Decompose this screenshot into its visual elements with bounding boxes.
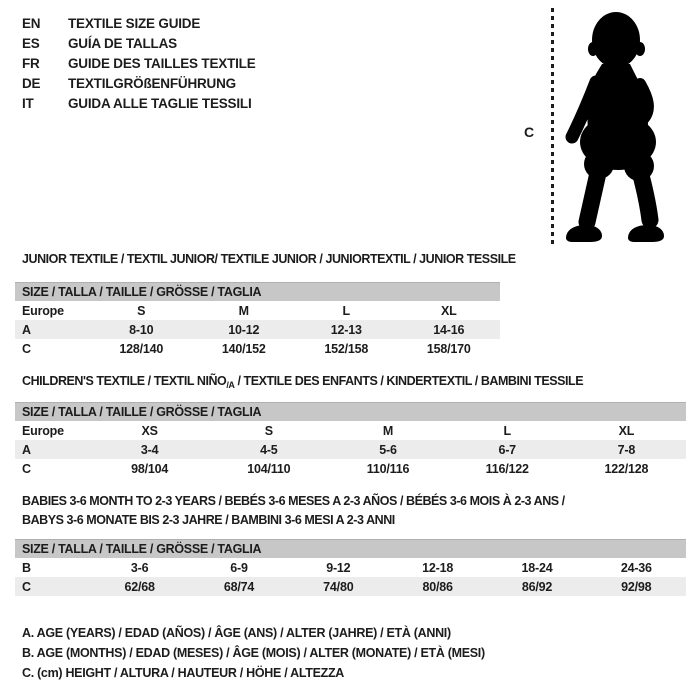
size-value-cell: 3-4 xyxy=(140,442,159,457)
junior-table-title: JUNIOR TEXTILE / TEXTIL JUNIOR/ TEXTILE JUNIOR / JUNIORTEXTIL / JUNIOR TESSILE xyxy=(22,252,516,266)
language-title: GUIDE DES TAILLES TEXTILE xyxy=(68,55,256,71)
size-value-cell: 7-8 xyxy=(617,442,636,457)
size-value-cell: 74/80 xyxy=(323,579,354,594)
row-label: C xyxy=(22,461,31,476)
size-value-cell: 104/110 xyxy=(247,461,291,476)
language-code: ES xyxy=(22,35,40,51)
size-value-cell: 80/86 xyxy=(422,579,453,594)
legend-line-a: A. AGE (YEARS) / EDAD (AÑOS) / ÂGE (ANS) / ALTER (JAHRE) / ETÀ (ANNI) xyxy=(22,626,451,640)
size-value-cell: 62/68 xyxy=(124,579,155,594)
children-title-prefix: CHILDREN'S TEXTILE / TEXTIL NIÑO xyxy=(22,374,227,388)
size-value-cell: 140/152 xyxy=(221,341,266,356)
table-row-europe xyxy=(15,301,500,320)
size-value-cell: 152/158 xyxy=(324,341,369,356)
size-header-label: SIZE / TALLA / TAILLE / GRÖSSE / TAGLIA xyxy=(22,542,262,556)
language-row xyxy=(22,53,256,73)
row-label: B xyxy=(22,560,31,575)
size-value-cell: 9-12 xyxy=(326,560,351,575)
size-value-cell: M xyxy=(238,303,249,318)
language-title: TEXTILE SIZE GUIDE xyxy=(68,15,201,31)
children-table-title xyxy=(22,374,583,390)
size-value-cell: 24-36 xyxy=(620,560,652,575)
size-value-cell: 8-10 xyxy=(129,322,154,337)
size-value-cell: 128/140 xyxy=(119,341,164,356)
size-value-cell: 10-12 xyxy=(228,322,260,337)
size-value-cell: 12-18 xyxy=(422,560,454,575)
size-value-cell: 68/74 xyxy=(223,579,255,594)
table-row-age xyxy=(15,320,500,339)
height-measure-label: C xyxy=(524,124,535,140)
language-title: TEXTILGRÖßENFÜHRUNG xyxy=(68,75,236,91)
table-row-height xyxy=(15,339,500,358)
language-row xyxy=(22,73,256,93)
row-label: C xyxy=(22,341,31,356)
table-row-europe xyxy=(15,421,686,440)
size-value-cell: 18-24 xyxy=(521,560,553,575)
size-header-label: SIZE / TALLA / TAILLE / GRÖSSE / TAGLIA xyxy=(22,285,262,299)
size-value-cell: L xyxy=(503,423,511,438)
size-value-cell: 122/128 xyxy=(604,461,649,476)
language-code: DE xyxy=(22,75,41,91)
size-value-cell: 14-16 xyxy=(433,322,465,337)
size-value-cell: 92/98 xyxy=(621,579,652,594)
babies-table-title-line2: BABYS 3-6 MONATE BIS 2-3 JAHRE / BAMBINI 3-6 MESI A 2-3 ANNI xyxy=(22,513,395,527)
size-value-cell: S xyxy=(137,303,146,318)
legend-line-b: B. AGE (MONTHS) / EDAD (MESES) / ÂGE (MOIS) / ALTER (MONATE) / ETÀ (MESI) xyxy=(22,646,485,660)
size-value-cell: S xyxy=(264,423,273,438)
row-label: Europe xyxy=(22,423,64,438)
children-size-header-bar xyxy=(15,402,686,421)
size-value-cell: 116/122 xyxy=(485,461,529,476)
size-value-cell: M xyxy=(382,423,394,438)
size-value-cell: XS xyxy=(141,423,158,438)
babies-table-title-line1: BABIES 3-6 MONTH TO 2-3 YEARS / BEBÉS 3-6 MESES A 2-3 AÑOS / BÉBÉS 3-6 MOIS À 2-3 ANS / xyxy=(22,494,565,508)
table-row-age-months xyxy=(15,558,686,577)
language-code: FR xyxy=(22,55,40,71)
language-title: GUIDA ALLE TAGLIE TESSILI xyxy=(68,95,252,111)
babies-size-header-bar xyxy=(15,539,686,558)
children-title-subscript: /A xyxy=(226,380,235,390)
baby-silhouette-icon xyxy=(558,6,668,248)
table-row-height xyxy=(15,459,686,478)
size-value-cell: 6-9 xyxy=(230,560,248,575)
size-value-cell: 86/92 xyxy=(521,579,553,594)
table-row-height xyxy=(15,577,686,596)
language-title: GUÍA DE TALLAS xyxy=(68,35,177,51)
children-title-suffix: / TEXTILE DES ENFANTS / KINDERTEXTIL / BAMBINI TESSILE xyxy=(234,374,584,388)
row-label: A xyxy=(22,442,31,457)
size-value-cell: 158/170 xyxy=(426,341,471,356)
size-value-cell: 12-13 xyxy=(330,322,362,337)
size-value-cell: L xyxy=(342,303,350,318)
row-label: C xyxy=(22,579,31,594)
height-measure-line xyxy=(551,8,554,248)
language-row xyxy=(22,13,256,33)
size-value-cell: 5-6 xyxy=(379,442,397,457)
size-value-cell: 98/104 xyxy=(131,461,169,476)
size-value-cell: 4-5 xyxy=(260,442,278,457)
size-value-cell: 6-7 xyxy=(498,442,516,457)
size-value-cell: 3-6 xyxy=(130,560,149,575)
language-row xyxy=(22,93,256,113)
size-value-cell: XL xyxy=(618,423,635,438)
language-list xyxy=(22,13,256,113)
legend-line-c: C. (cm) HEIGHT / ALTURA / HAUTEUR / HÖHE / ALTEZZA xyxy=(22,666,345,680)
row-label: Europe xyxy=(22,303,64,318)
size-header-label: SIZE / TALLA / TAILLE / GRÖSSE / TAGLIA xyxy=(22,405,262,419)
table-row-age xyxy=(15,440,686,459)
language-code: EN xyxy=(22,15,41,31)
language-code: IT xyxy=(22,95,34,111)
size-value-cell: 110/116 xyxy=(366,461,410,476)
language-row xyxy=(22,33,256,53)
row-label: A xyxy=(22,322,31,337)
size-value-cell: XL xyxy=(440,303,457,318)
junior-size-header-bar xyxy=(15,282,500,301)
